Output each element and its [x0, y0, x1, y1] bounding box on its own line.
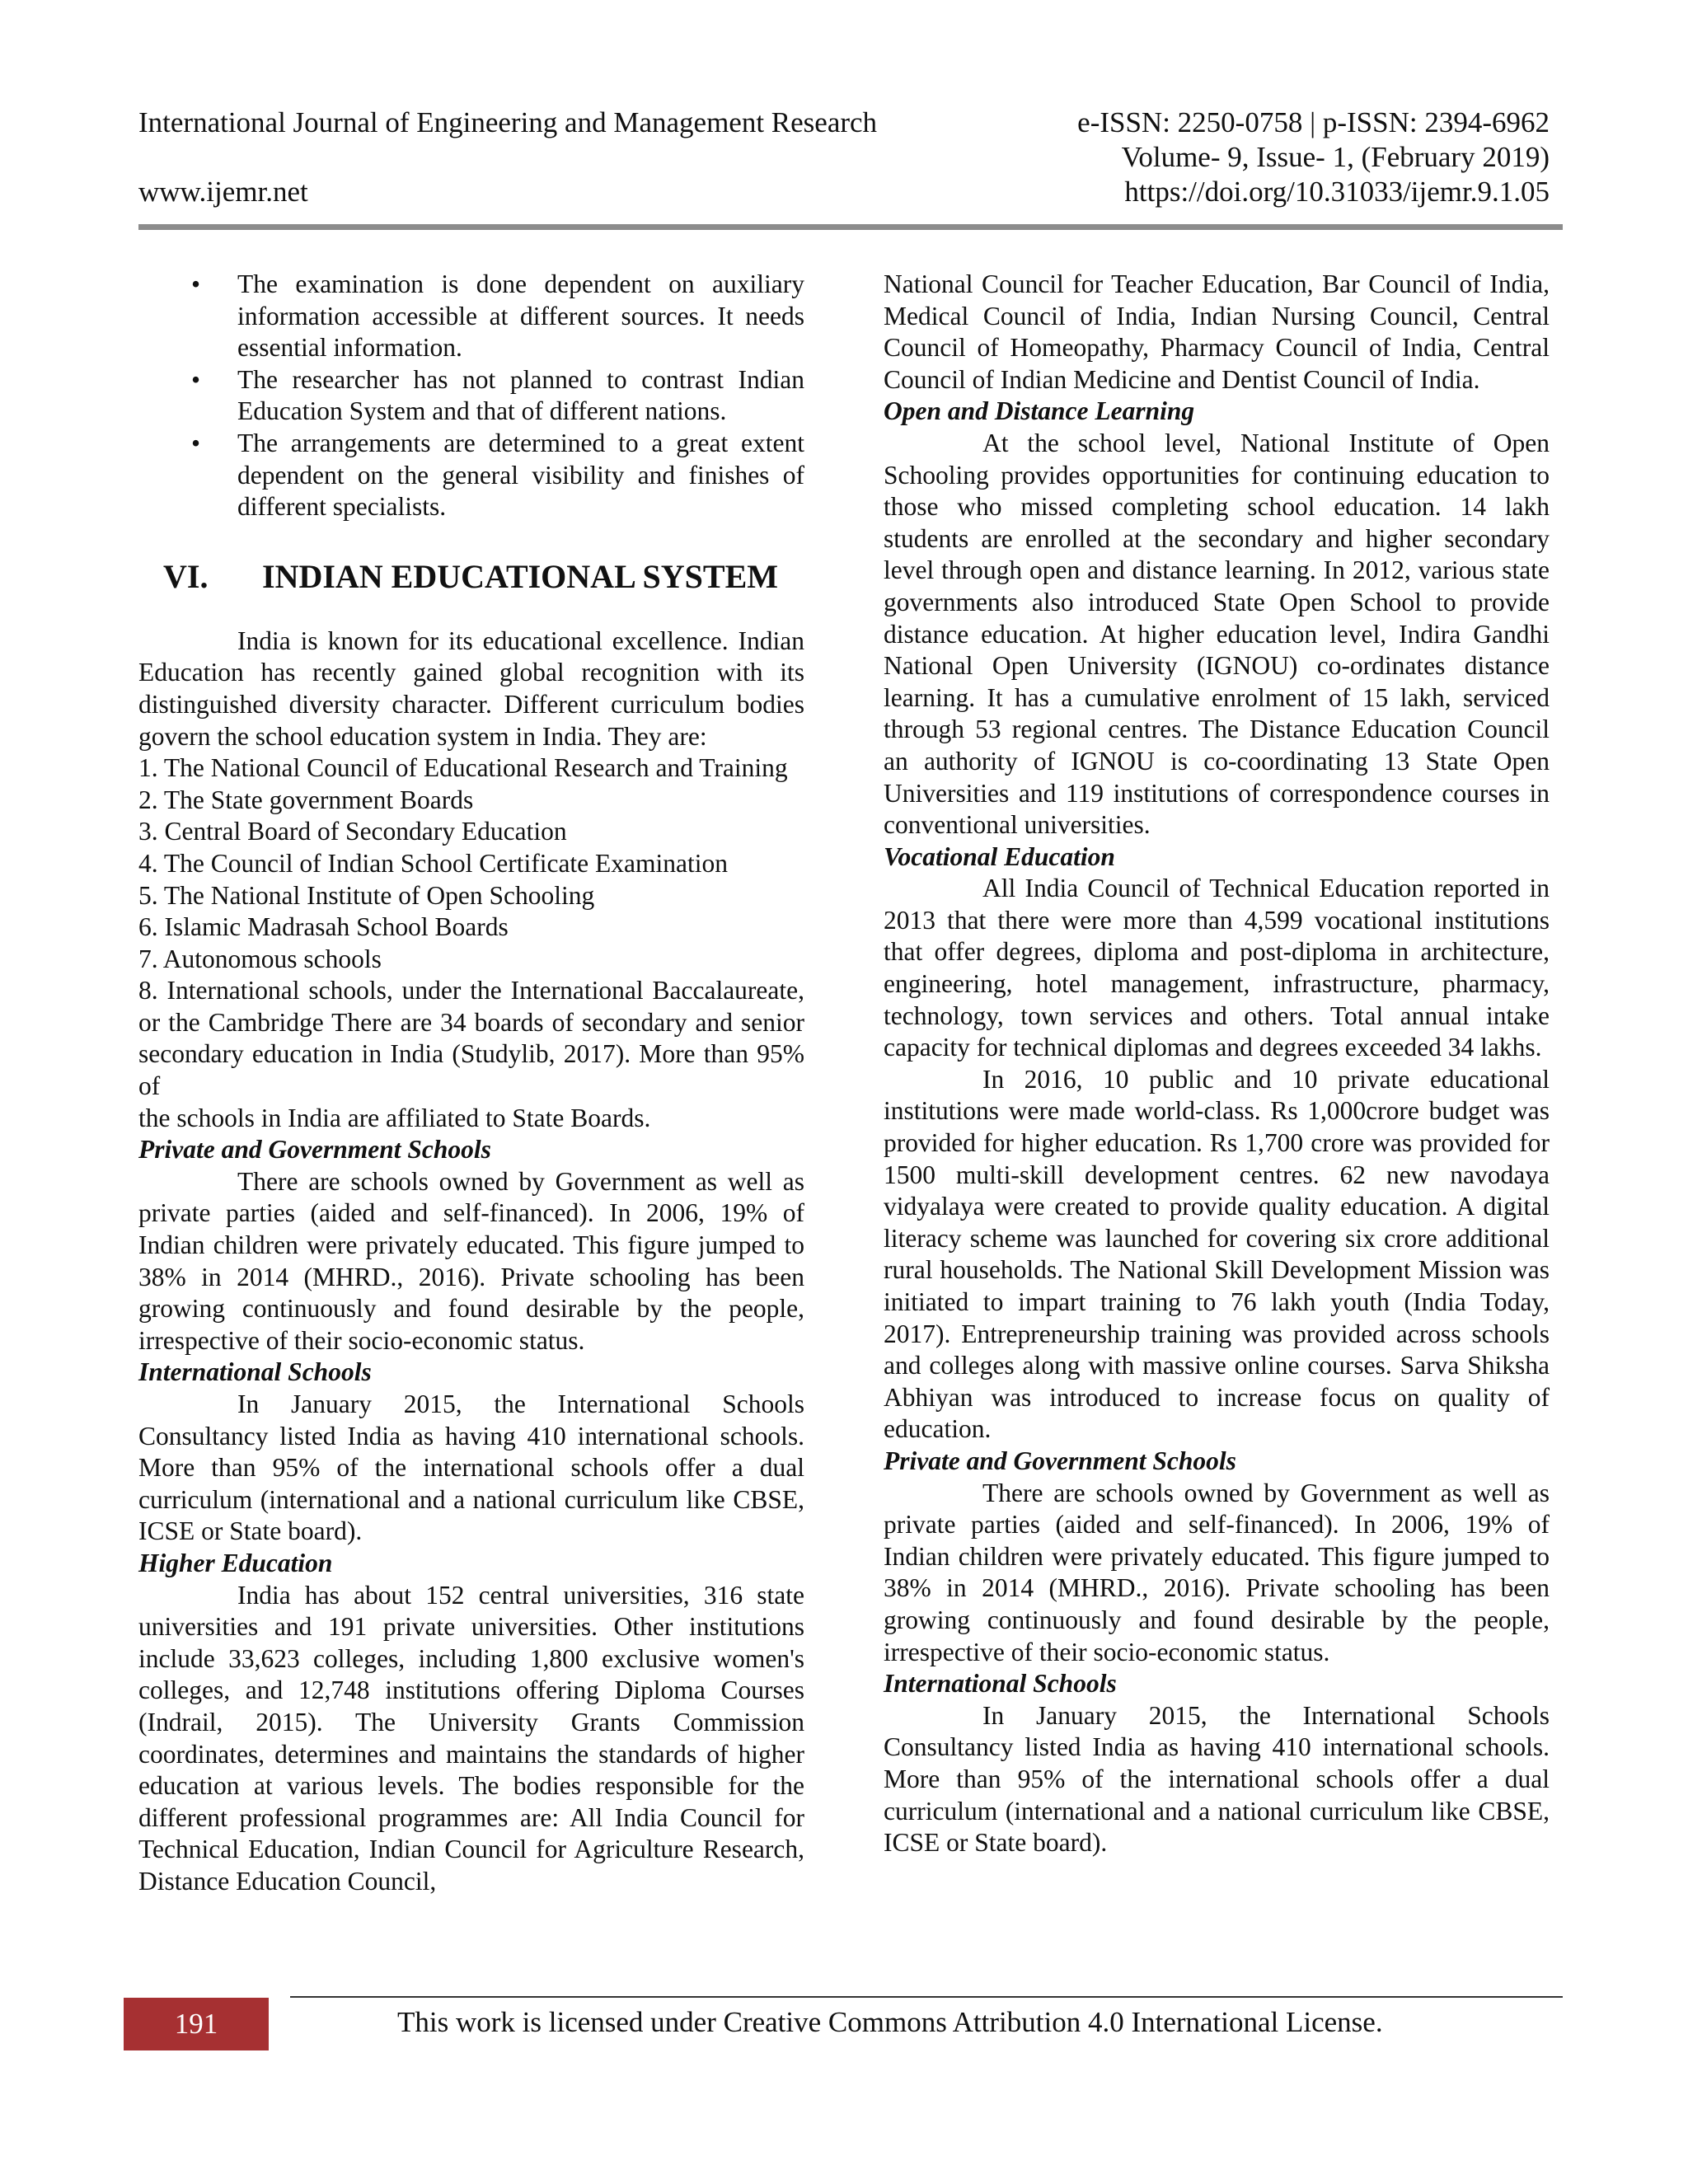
- bullet-item: • The arrangements are determined to a great extent dependent on the general visibility and finishes of different specialists.: [237, 428, 804, 523]
- private-schools-heading: Private and Government Schools: [138, 1135, 491, 1165]
- higher-education-paragraph: India has about 152 central universities, 316 state universities and 191 private universities. Other institutions include 33,623 colleges, including 1,800 exclusive women's colleges, and 12,748 institutions offering Diploma Courses (Indrail, 2015). The University Grants Commission coordinates, determines and maintains the standards of higher education at various levels. The bodies responsible for the different professional programmes are: All India Council for Technical Education, Indian Council for Agriculture Research, Distance Education Council,: [138, 1580, 804, 1896]
- section-title: INDIAN EDUCATIONAL SYSTEM: [262, 557, 779, 595]
- intro-paragraph: India is known for its educational excellence. Indian Education has recently gained global recognition with its distinguished diversity character. Different curriculum bodies govern the school education system in India. They are:: [138, 626, 804, 751]
- private-schools-paragraph: There are schools owned by Government as well as private parties (aided and self-financed). In 2006, 19% of Indian children were privately educated. This figure jumped to 38% in 2014 (MHRD., 2016). Private schooling has been growing continuously and found desirable by the people, irrespective of their socio-economic status.: [138, 1166, 804, 1355]
- continued-paragraph: National Council for Teacher Education, Bar Council of India, Medical Council of India, Indian Nursing Council, Central Council of Homeopathy, Pharmacy Council of India, Central Council of Indian Medicine and Dentist Council of India.: [884, 269, 1550, 394]
- international-schools-paragraph: In January 2015, the International Schools Consultancy listed India as having 410 international schools. More than 95% of the international schools offer a dual curriculum (international and a national curriculum like CBSE, ICSE or State board).: [884, 1700, 1550, 1858]
- page-header: [138, 105, 1550, 209]
- open-distance-heading: Open and Distance Learning: [884, 396, 1195, 426]
- journal-website-link[interactable]: www.ijemr.net: [138, 176, 308, 208]
- after-list-text: the schools in India are affiliated to State Boards.: [138, 1103, 651, 1132]
- higher-education-heading: Higher Education: [138, 1548, 333, 1577]
- limitations-list: [138, 269, 804, 523]
- list-item: 3. Central Board of Secondary Education: [138, 817, 567, 846]
- private-schools-paragraph: There are schools owned by Government as well as private parties (aided and self-financed). In 2006, 19% of Indian children were privately educated. This figure jumped to 38% in 2014 (MHRD., 2016). Private schooling has been growing continuously and found desirable by the people, irrespective of their socio-economic status.: [884, 1478, 1550, 1666]
- vocational-paragraph: All India Council of Technical Education reported in 2013 that there were more than 4,599 vocational institutions that offer degrees, diploma and post-diploma in architecture, engineering, hotel management, infrastructure, pharmacy, technology, town services and others. Total annual intake capacity for technical diplomas and degrees exceeded 34 lakhs.: [884, 874, 1550, 1062]
- list-item: 7. Autonomous schools: [138, 944, 382, 973]
- journal-title: International Journal of Engineering and Management Research: [138, 106, 878, 138]
- right-column: [884, 269, 1550, 1859]
- page-number-badge: 191: [124, 1998, 269, 2050]
- issn-info: e-ISSN: 2250-0758 | p-ISSN: 2394-6962: [1077, 106, 1550, 138]
- section-heading: [163, 556, 804, 598]
- vocational-heading: Vocational Education: [884, 841, 1115, 871]
- license-text: This work is licensed under Creative Commons Attribution 4.0 International License.: [397, 2006, 1383, 2038]
- bullet-item: • The examination is done dependent on auxiliary information accessible at different sources. It needs essential information.: [237, 269, 804, 364]
- doi-link[interactable]: https://doi.org/10.31033/ijemr.9.1.05: [1124, 176, 1550, 208]
- open-distance-paragraph: At the school level, National Institute of Open Schooling provides opportunities for continuing education to those who missed completing school education. 14 lakh students are enrolled at the secondary and higher secondary level through open and distance learning. In 2012, various state governments also introduced State Open School to provide distance education. At higher education level, Indira Gandhi National Open University (IGNOU) co-ordinates distance learning. It has a cumulative enrolment of 15 lakh, serviced through 53 regional centres. The Distance Education Council an authority of IGNOU is co-coordinating 13 State Open Universities and 119 institutions of correspondence courses in conventional universities.: [884, 428, 1550, 840]
- vocational-paragraph-2: In 2016, 10 public and 10 private educational institutions were made world-class. Rs 1,000crore budget was provided for higher education. Rs 1,700 crore was provided for 1500 multi-skill development centres. 62 new navodaya vidyalaya were created to provide quality education. A digital literacy scheme was launched for covering six crore additional rural households. The National Skill Development Mission was initiated to impart training to 76 lakh youth (India Today, 2017). Entrepreneurship training was provided across schools and colleges along with massive online courses. Sarva Shiksha Abhiyan was introduced to increase focus on quality of education.: [884, 1064, 1550, 1444]
- footer-divider: [290, 1996, 1563, 1998]
- list-item: 1. The National Council of Educational Research and Training: [138, 753, 788, 783]
- left-column: [138, 269, 804, 1898]
- list-item: 5. The National Institute of Open Schooling: [138, 880, 595, 910]
- list-item: 2. The State government Boards: [138, 785, 474, 814]
- header-divider: [138, 224, 1563, 230]
- private-schools-heading: Private and Government Schools: [884, 1446, 1236, 1475]
- section-number: VI.: [163, 557, 209, 595]
- bullet-item: • The researcher has not planned to contrast Indian Education System and that of different nations.: [237, 364, 804, 428]
- international-schools-heading: International Schools: [884, 1669, 1117, 1699]
- international-schools-heading: International Schools: [138, 1357, 372, 1387]
- international-schools-paragraph: In January 2015, the International Schools Consultancy listed India as having 410 international schools. More than 95% of the international schools offer a dual curriculum (international and a national curriculum like CBSE, ICSE or State board).: [138, 1390, 804, 1546]
- list-item: 8. International schools, under the International Baccalaureate, or the Cambridge There are 34 boards of secondary and senior secondary education in India (Studylib, 2017). More than 95% of: [138, 976, 804, 1101]
- list-item: 4. The Council of Indian School Certificate Examination: [138, 848, 728, 878]
- list-item: 6. Islamic Madrasah School Boards: [138, 912, 509, 942]
- volume-info: Volume- 9, Issue- 1, (February 2019): [1121, 141, 1550, 173]
- curriculum-bodies-list: [138, 752, 804, 1103]
